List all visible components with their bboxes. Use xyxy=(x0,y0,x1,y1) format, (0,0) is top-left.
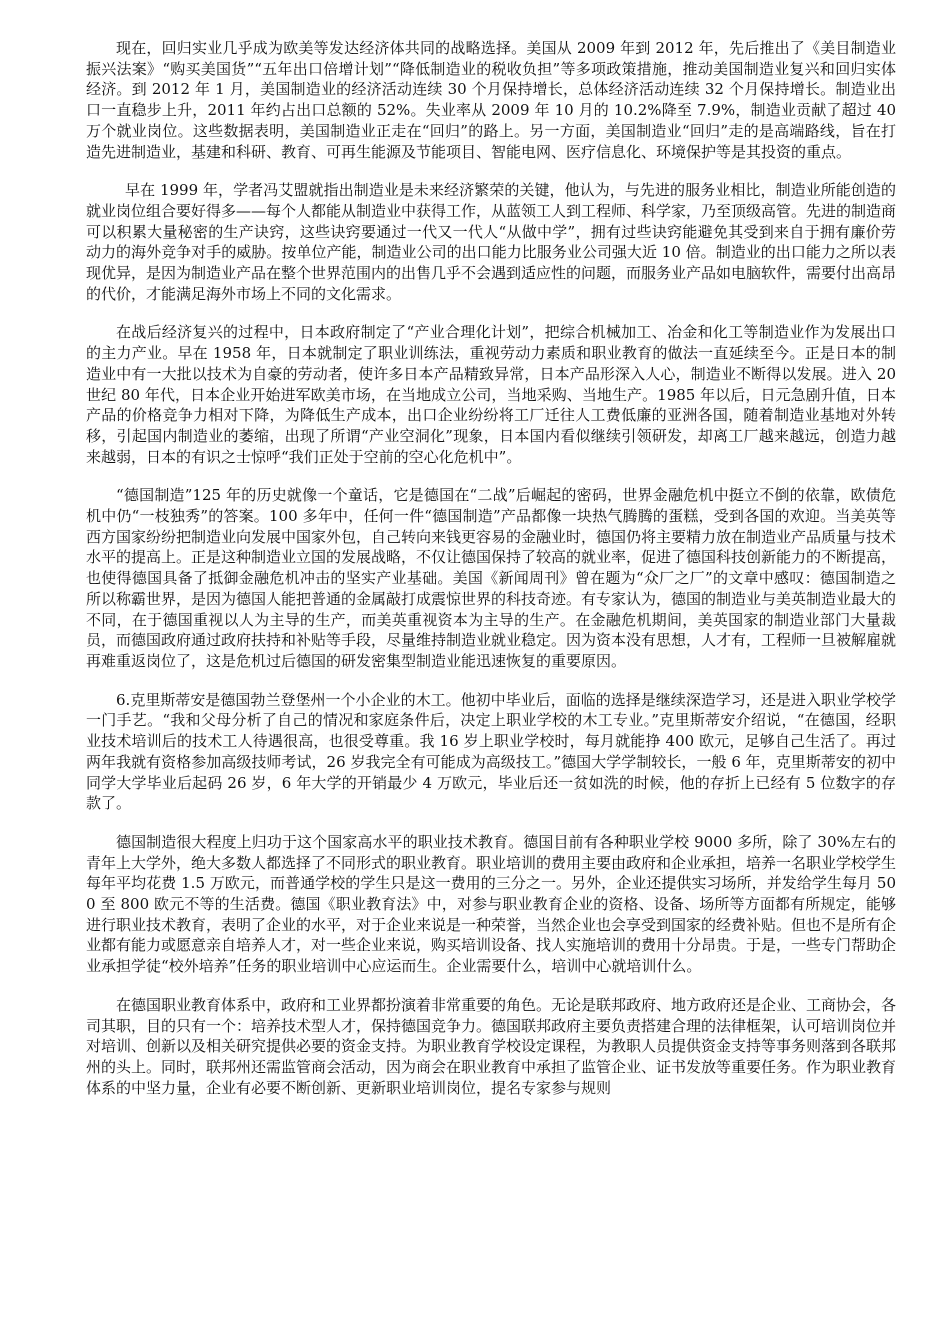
document-page xyxy=(86,38,896,1098)
paragraph-government-industry-roles: 在德国职业教育体系中，政府和工业界都扮演着非常重要的角色。无论是联邦政府、地方政府还是企业、工商协会，各司其职，目的只有一个：培养技术型人才，保持德国竞争力。德国联邦政府主要负责搭建合理的法律框架，认可培训岗位并对培训、创新以及相关研究提供必要的资金支持。为职业教育学校设定课程，为教职人员提供资金支持等事务则落到各联邦州的头上。同时，联邦州还需监管商会活动，因为商会在职业教育中承担了监管企业、证书发放等重要任务。作为职业教育体系的中坚力量，企业有必要不断创新、更新职业培训岗位，提名专家参与规则 xyxy=(86,995,897,1097)
paragraph-german-vocational-education: 德国制造很大程度上归功于这个国家高水平的职业技术教育。德国目前有各种职业学校 9000 多所，除了 30%左右的青年上大学外，绝大多数人都选择了不同形式的职业教育。职业培训的费用主要由政府和企业承担，培养一名职业学校学生每年平均花费 1.5 万欧元，而普通学校的学生只是这一费用的三分之一。另外，企业还提供实习场所，并发给学生每月 500 至 800 欧元不等的生活费。德国《职业教育法》中，对参与职业教育企业的资格、设备、场所等方面都有所规定，能够进行职业技术教育，表明了企业的水平，对于企业来说是一种荣誉，当然企业也会享受到国家的经费补贴。但也不是所有企业都有能力或愿意亲自培养人才，对一些企业来说，购买培训设备、找人实施培训的费用十分昂贵。于是，一些专门帮助企业承担学徒“校外培养”任务的职业培训中心应运而生。企业需要什么，培训中心就培训什么。 xyxy=(86,832,897,976)
paragraph-us-manufacturing-return: 现在，回归实业几乎成为欧美等发达经济体共同的战略选择。美国从 2009 年到 2012 年，先后推出了《美目制造业振兴法案》“购买美国货”“五年出口倍增计划”“降低制造业的税收负担”等多项政策措施，推动美国制造业复兴和回归实体经济。到 2012 年 1 月，美国制造业的经济活动连续 30 个月保持增长，总体经济活动连续 32 个月保持增长。制造业出口一直稳步上升，2011 年约占出口总额的 52%。失业率从 2009 年 10 月的 10.2%降至 7.9%，制造业贡献了超过 40 万个就业岗位。这些数据表明，美国制造业正走在“回归”的路上。另一方面，美国制造业“回归”走的是高端路线，旨在打造先进制造业，基建和科研、教育、可再生能源及节能项目、智能电网、医疗信息化、环境保护等是其投资的重点。 xyxy=(86,39,896,161)
paragraph-christian-carpenter: 6.克里斯蒂安是德国勃兰登堡州一个小企业的木工。他初中毕业后，面临的选择是继续深造学习，还是进入职业学校学一门手艺。“我和父母分析了自己的情况和家庭条件后，决定上职业学校的木工专业。”克里斯蒂安介绍说，“在德国，经职业技术培训后的技术工人待遇很高，也很受尊重。我 16 岁上职业学校时，每月就能挣 400 欧元，足够自己生活了。再过两年我就有资格参加高级技师考试，26 岁我完全有可能成为高级技工。”德国大学学制较长，一般 6 年，克里斯蒂安的初中同学大学毕业后起码 26 岁，6 年大学的开销最少 4 万欧元，毕业后还一贫如洗的时候，他的存折上已经有 5 位数字的存款了。 xyxy=(86,690,896,813)
paragraph-japan-manufacturing: 在战后经济复兴的过程中，日本政府制定了“产业合理化计划”，把综合机械加工、冶金和化工等制造业作为发展出口的主力产业。早在 1958 年，日本就制定了职业训练法，重视劳动力素质和职业教育的做法一直延续至今。正是日本的制造业中有一大批以技术为自豪的劳动者，使许多日本产品精致异常，日本产品形深入人心，制造业不断得以发展。进入 20 世纪 80 年代，日本企业开始进军欧美市场，在当地成立公司，当地采购、当地生产。1985 年以后，日元急剧升值，日本产品的价格竞争力相对下降，为降低生产成本，出口企业纷纷将工厂迁往人工费低廉的亚洲各国，随着制造业基地对外转移，引起国内制造业的萎缩，出现了所谓“产业空洞化”现象，日本国内看似继续引领研发，却离工厂越来越远，创造力越来越弱，日本的有识之士惊呼“我们正处于空前的空心化危机中”。 xyxy=(86,323,896,466)
paragraph-manufacturing-key-to-prosperity: 早在 1999 年，学者冯艾盟就指出制造业是未来经济繁荣的关键，他认为，与先进的服务业相比，制造业所能创造的就业岗位组合要好得多——每个人都能从制造业中获得工作，从蓝领工人到工程师、科学家，乃至顶级高管。先进的制造商可以积累大量秘密的生产诀窍，这些诀窍要通过一代又一代人“从做中学”，拥有过些诀窍能避免其受到来自于拥有廉价劳动力的海外竞争对手的威胁。按单位产能，制造业公司的出口能力比服务业公司强大近 10 倍。制造业的出口能力之所以表现优异，是因为制造业产品在整个世界范围内的出售几乎不会遇到适应性的问题，而服务业产品如电脑软件，需要付出高昂的代价，才能满足海外市场上不同的文化需求。 xyxy=(86,181,897,303)
paragraph-made-in-germany: “德国制造”125 年的历史就像一个童话，它是德国在“二战”后崛起的密码，世界金融危机中挺立不倒的依靠，欧债危机中仍“一枝独秀”的答案。100 多年中，任何一件“德国制造”产品都像一块热气腾腾的蛋糕，受到各国的欢迎。当美英等西方国家纷纷把制造业向发展中国家外包，自己转向来钱更容易的金融业时，德国仍将主要精力放在制造业产品质量与技术水平的提高上。正是这种制造业立国的发展战略，不仅让德国保持了较高的就业率，促进了德国科技创新能力的不断提高，也使得德国具备了抵御金融危机冲击的坚实产业基础。美国《新闻周刊》曾在题为“众厂之厂”的文章中感叹：德国制造之所以称霸世界，是因为德国人能把普通的金属敲打成震惊世界的科技奇迹。有专家认为，德国的制造业与美英制造业最大的不同，在于德国重视以人为主导的生产，而美英重视资本为主导的生产。在金融危机期间，美英国家的制造业部门大量裁员，而德国政府通过政府扶持和补贴等手段，尽量维持制造业就业稳定。因为资本没有思想，人才有，工程师一旦被解雇就再难重返岗位了，这是危机过后德国的研发密集型制造业能迅速恢复的重要原因。 xyxy=(86,486,897,670)
